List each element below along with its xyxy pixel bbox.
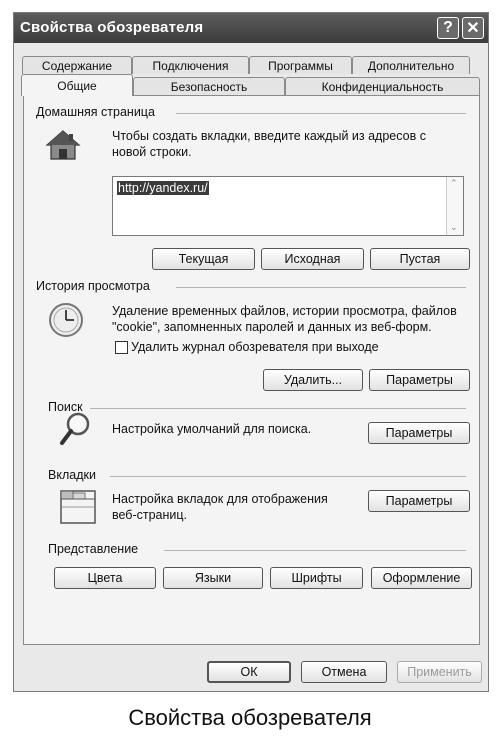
group-divider [176,287,466,288]
homepage-url-field[interactable] [112,176,464,236]
general-tab-panel [23,95,480,645]
tabs-group-label: Вкладки [48,468,96,482]
tabs-desc-line1: Настройка вкладок для отображения [112,492,328,506]
figure-caption: Свойства обозревателя [128,705,372,730]
tabs-window-icon [60,490,96,524]
tab-security[interactable]: Безопасность [133,77,285,95]
group-divider [90,408,466,409]
history-desc-line1: Удаление временных файлов, истории просмотра, файлов [112,304,457,318]
cancel-button[interactable]: Отмена [301,661,387,683]
tab-general[interactable]: Общие [21,74,133,96]
search-settings-button[interactable]: Параметры [368,422,470,444]
fonts-button[interactable]: Шрифты [270,567,363,589]
tab-programs[interactable]: Программы [249,56,352,74]
delete-on-exit-checkbox[interactable] [115,341,128,354]
delete-on-exit-label[interactable]: Удалить журнал обозревателя при выходе [131,340,379,354]
history-settings-button[interactable]: Параметры [369,369,470,391]
homepage-desc-line2: новой строки. [112,145,192,159]
accessibility-button[interactable]: Оформление [371,567,472,589]
tabs-desc-line2: веб-страниц. [112,508,188,522]
history-group-label: История просмотра [36,279,150,293]
use-default-button[interactable]: Исходная [261,248,364,270]
tab-advanced[interactable]: Дополнительно [352,56,470,74]
search-group-label: Поиск [48,400,83,414]
homepage-group-label: Домашняя страница [36,105,155,119]
scrollbar[interactable] [446,177,463,235]
use-current-button[interactable]: Текущая [152,248,255,270]
use-blank-button[interactable]: Пустая [370,248,470,270]
ok-button[interactable]: ОК [207,661,291,683]
tabs-settings-button[interactable]: Параметры [368,490,470,512]
history-desc-line2: "cookie", запомненных паролей и данных из веб-форм. [112,320,432,334]
group-divider [176,113,466,114]
window-title: Свойства обозревателя [20,19,204,36]
appearance-group-label: Представление [48,542,139,556]
languages-button[interactable]: Языки [163,567,263,589]
tab-privacy[interactable]: Конфиденциальность [285,77,480,95]
internet-options-dialog [13,12,489,692]
group-divider [164,550,466,551]
title-bar[interactable] [14,13,488,43]
delete-history-button[interactable]: Удалить... [263,369,363,391]
tab-connections[interactable]: Подключения [132,56,249,74]
tab-content[interactable]: Содержание [22,56,132,74]
search-magnifier-icon [58,410,94,448]
scroll-up-icon[interactable]: ⌃ [450,178,458,188]
homepage-url-text: http://yandex.ru/ [118,181,208,195]
house-icon [44,128,82,162]
scroll-down-icon[interactable]: ⌄ [450,222,458,232]
homepage-desc-line1: Чтобы создать вкладки, введите каждый из адресов с [112,129,426,143]
history-clock-icon [46,300,86,340]
help-button[interactable]: ? [437,17,459,39]
apply-button[interactable]: Применить [397,661,482,683]
colors-button[interactable]: Цвета [54,567,156,589]
group-divider [110,476,466,477]
close-button[interactable]: ✕ [462,17,484,39]
search-desc: Настройка умолчаний для поиска. [112,422,312,436]
